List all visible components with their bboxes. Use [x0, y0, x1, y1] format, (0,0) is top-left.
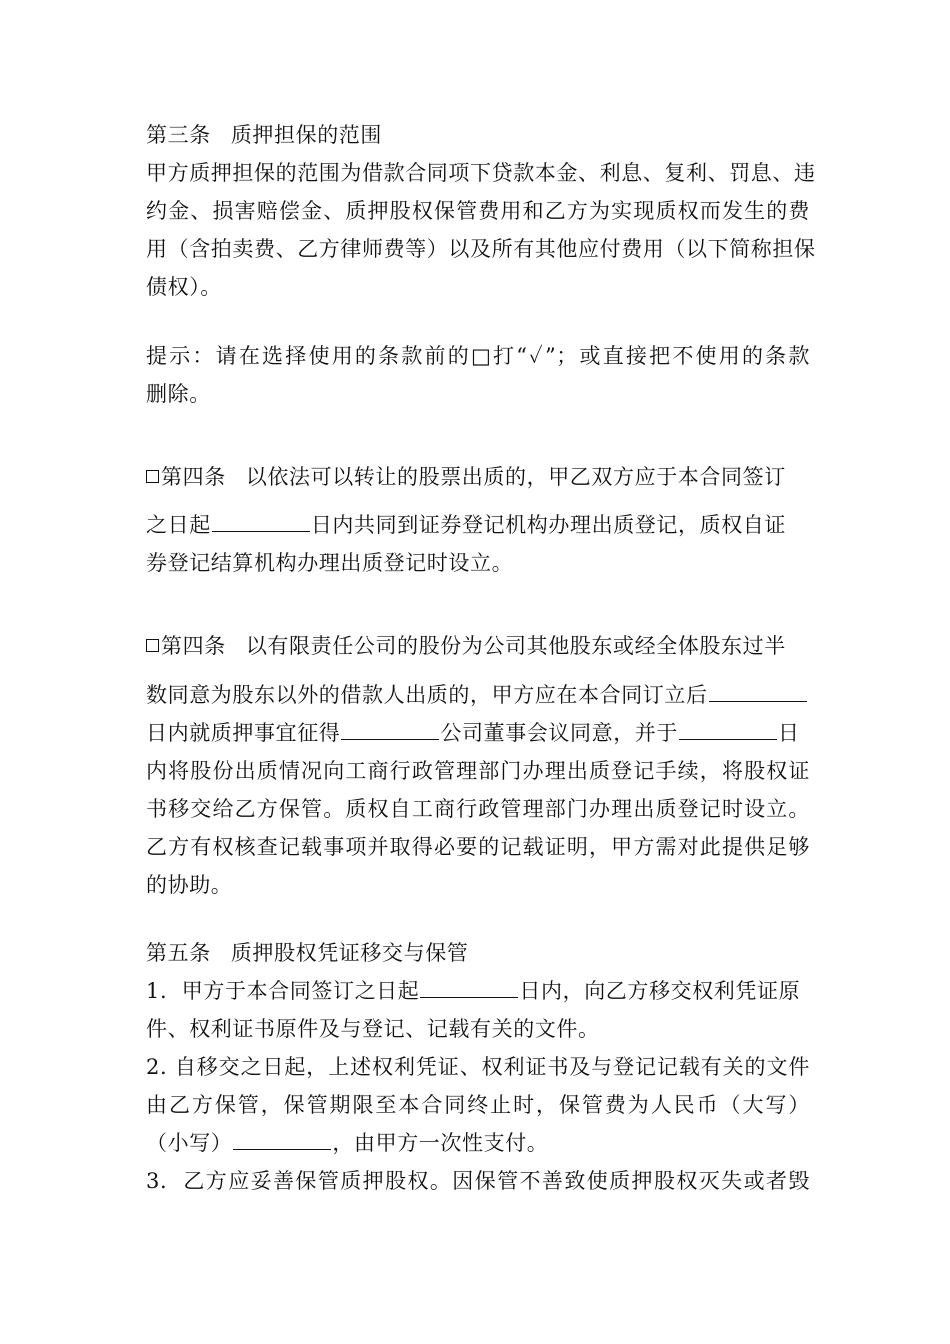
article-4b-line: 的协助。 [146, 873, 233, 897]
article-number: 第三条 [146, 123, 211, 147]
fill-in-blank[interactable] [709, 681, 807, 702]
clause-text: 日内就质押事宜征得 [146, 721, 341, 745]
article-3-heading [146, 120, 382, 150]
article-4a-line [146, 462, 786, 492]
article-4b-line [146, 718, 800, 748]
paragraph-line: 债权）。 [146, 275, 222, 299]
article-4b-line: 书移交给乙方保管。质权自工商行政管理部门办理出质登记时设立。 [146, 797, 810, 821]
clause-text: 以依法可以转让的股票出质的，甲乙双方应于本合同签订 [245, 465, 786, 489]
article-title: 质押股权凭证移交与保管 [230, 941, 469, 965]
clause-text: 日内共同到证券登记机构办理出质登记，质权自证 [310, 513, 787, 537]
option-checkbox[interactable] [146, 639, 159, 652]
article-number: 第四条 [161, 465, 226, 489]
clause-text: ，由甲方一次性支付。 [332, 1131, 549, 1155]
article-5-heading [146, 938, 468, 968]
article-5-line: 件、权利证书原件及与登记、记载有关的文件。 [146, 1017, 600, 1041]
article-4b-line [146, 631, 786, 661]
article-number: 第四条 [161, 634, 226, 658]
article-5-line [146, 976, 800, 1006]
fill-in-blank[interactable] [420, 977, 518, 998]
article-4b-line [146, 680, 808, 710]
article-5-line: 2. 自移交之日起，上述权利凭证、权利证书及与登记记载有关的文件 [146, 1055, 810, 1079]
clause-text: 以有限责任公司的股份为公司其他股东或经全体股东过半 [245, 634, 786, 658]
paragraph-line: 约金、损害赔偿金、质押股权保管费用和乙方为实现质权而发生的费 [146, 199, 810, 223]
clause-text: 日内，向乙方移交权利凭证原 [519, 979, 801, 1003]
clause-text: 之日起 [146, 513, 211, 537]
clause-text: 数同意为股东以外的借款人出质的，甲方应在本合同订立后 [146, 683, 708, 707]
paragraph-line: 甲方质押担保的范围为借款合同项下贷款本金、利息、复利、罚息、违 [146, 161, 816, 185]
clause-text: 1. 甲方于本合同签订之日起 [146, 979, 420, 1003]
paragraph-line: 用（含拍卖费、乙方律师费等）以及所有其他应付费用（以下简称担保 [146, 237, 816, 261]
fill-in-blank[interactable] [341, 719, 439, 740]
option-checkbox[interactable] [146, 470, 159, 483]
clause-text: （小写） [146, 1131, 233, 1155]
article-4a-line [146, 510, 786, 540]
tip-line: 提示：请在选择使用的条款前的□打“✓”；或直接把不使用的条款 [146, 344, 810, 368]
fill-in-blank[interactable] [212, 511, 310, 532]
article-5-line: 3. 乙方应妥善保管质押股权。因保管不善致使质押股权灭失或者毁 [146, 1169, 810, 1193]
fill-in-blank[interactable] [233, 1129, 331, 1150]
fill-in-blank[interactable] [679, 719, 777, 740]
article-title: 质押担保的范围 [230, 123, 383, 147]
article-5-line [146, 1128, 548, 1158]
article-number: 第五条 [146, 941, 211, 965]
article-4b-line: 内将股份出质情况向工商行政管理部门办理出质登记手续，将股权证 [146, 759, 810, 783]
article-5-line: 由乙方保管，保管期限至本合同终止时，保管费为人民币（大写） [146, 1093, 810, 1117]
tip-line: 删除。 [146, 382, 211, 406]
clause-text: 日 [778, 721, 800, 745]
article-4b-line: 乙方有权核查记载事项并取得必要的记载证明，甲方需对此提供足够 [146, 835, 810, 859]
article-4a-line: 券登记结算机构办理出质登记时设立。 [146, 551, 514, 575]
clause-text: 公司董事会议同意，并于 [440, 721, 679, 745]
